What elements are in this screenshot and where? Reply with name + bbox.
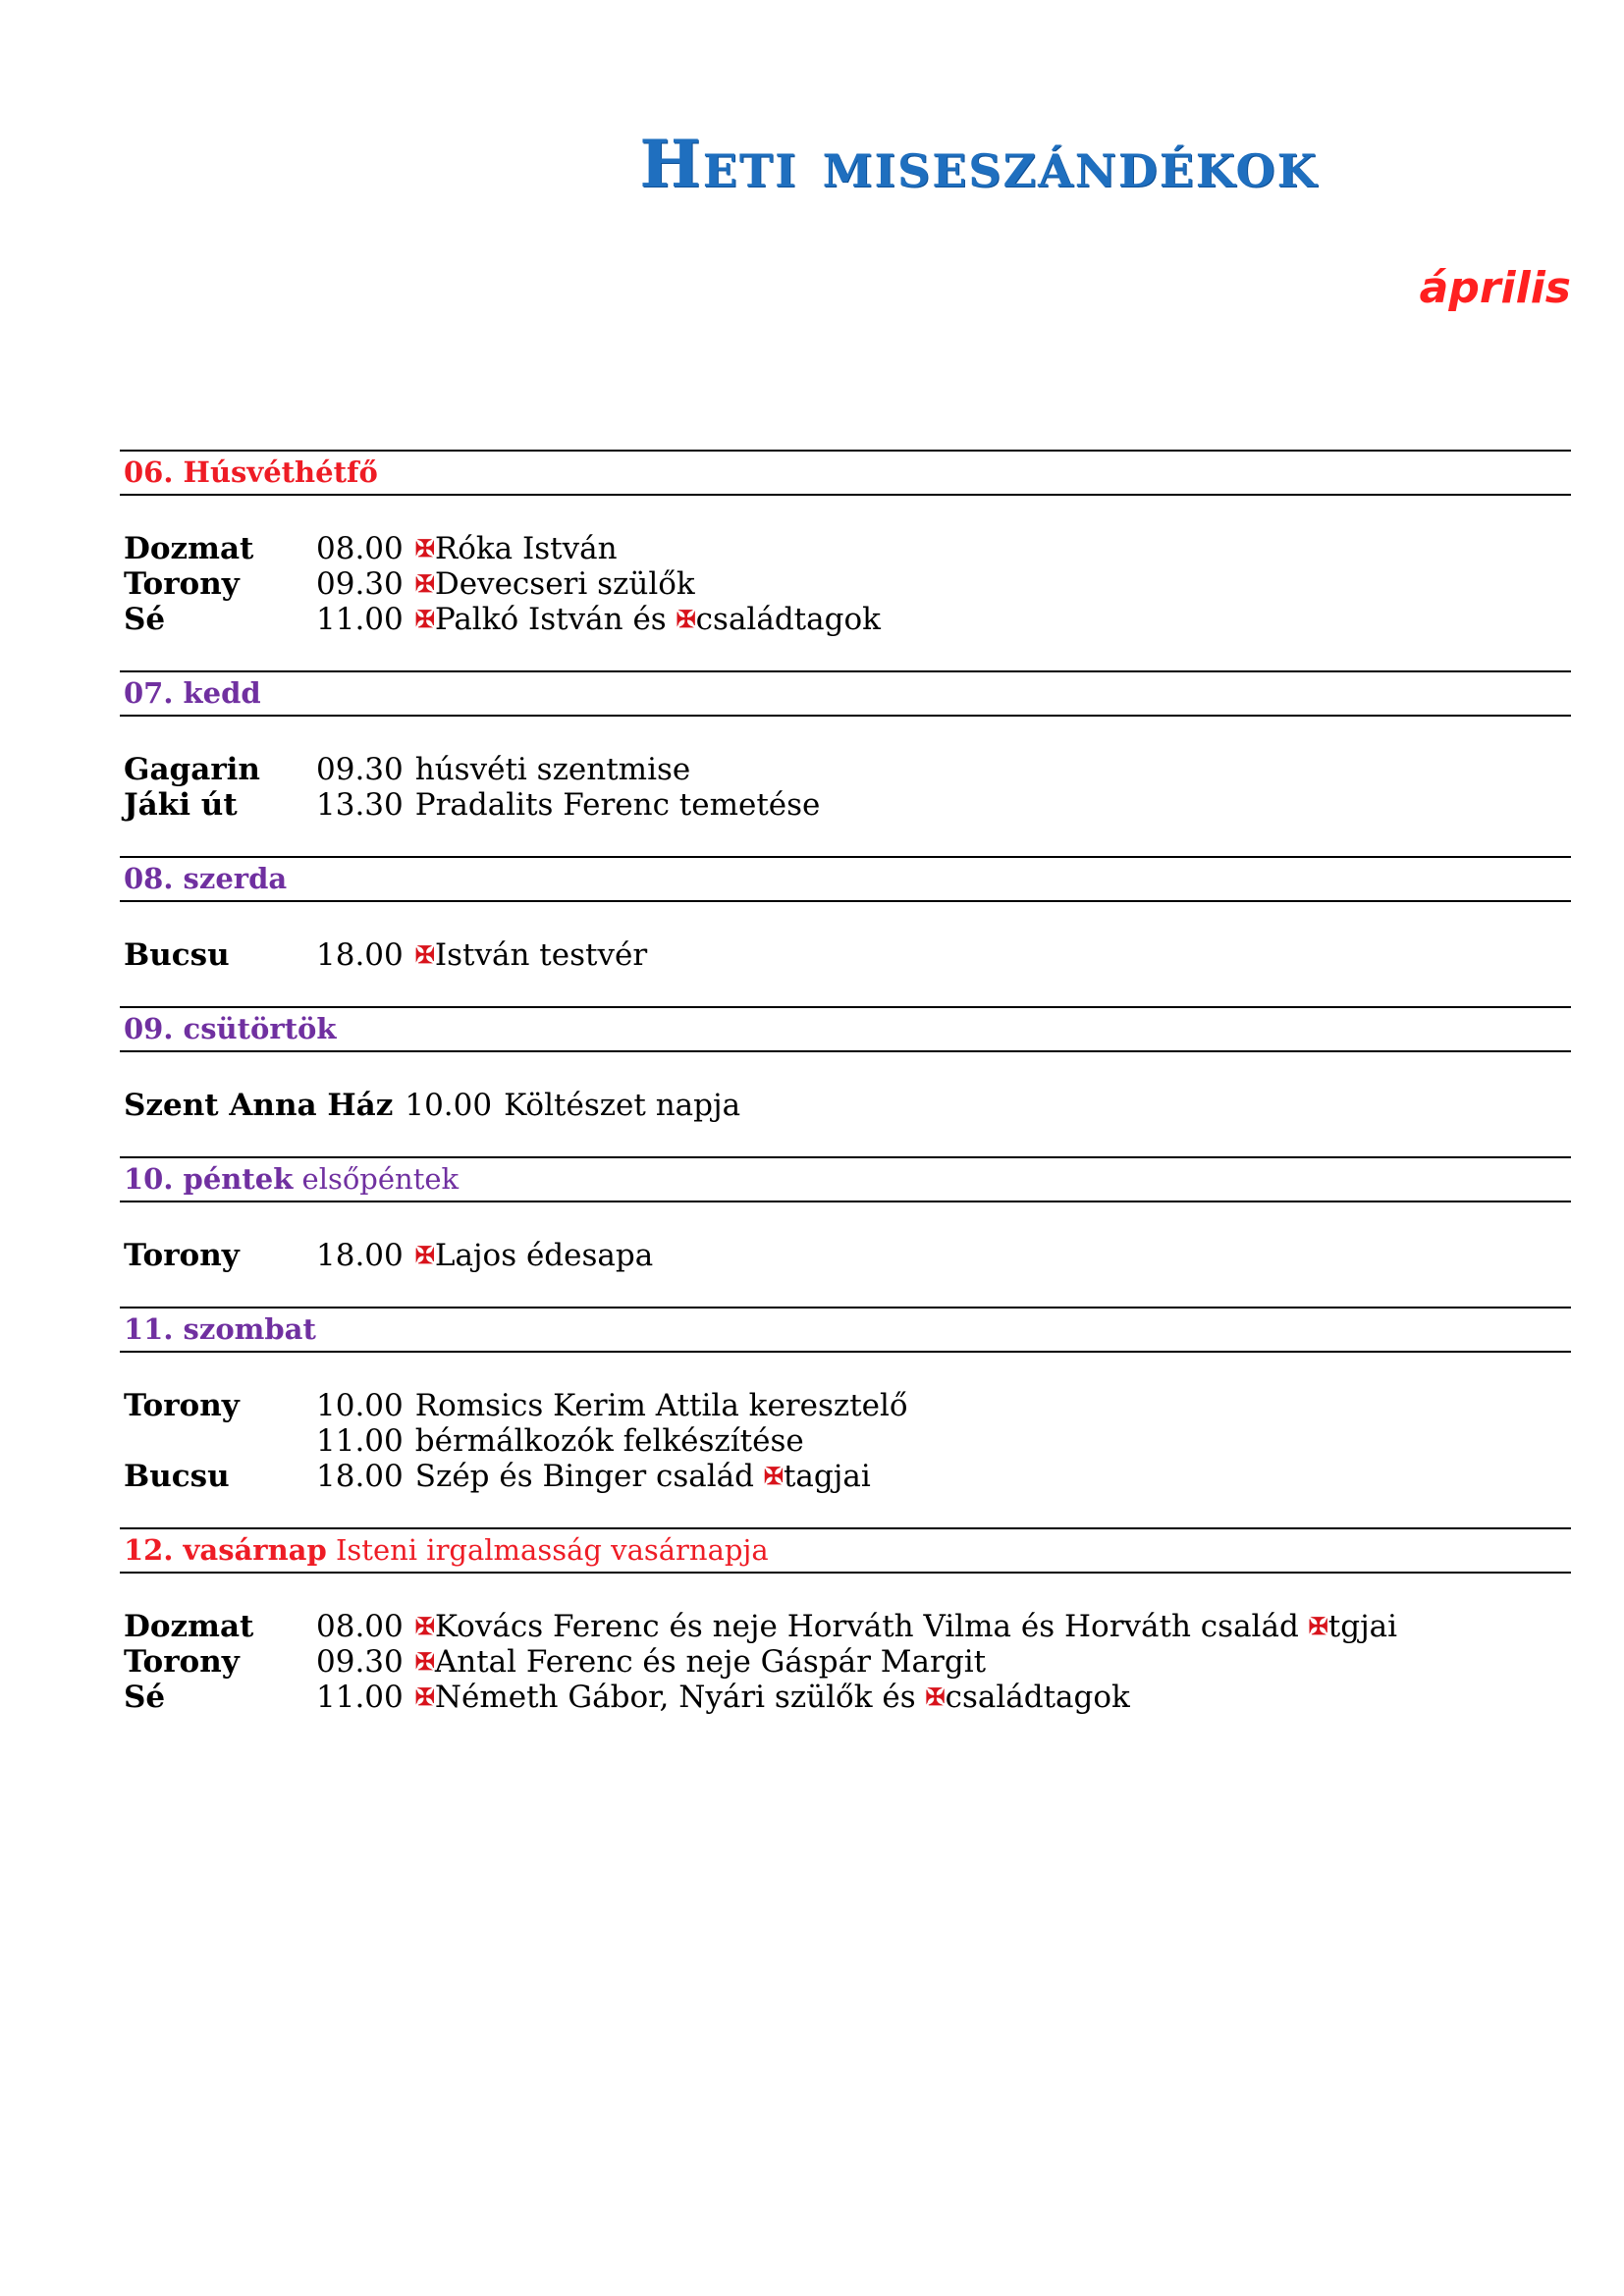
cross-icon: ✠ bbox=[414, 1612, 435, 1640]
intention-text: családtagok bbox=[695, 602, 881, 637]
place-name: Gagarin bbox=[124, 752, 260, 787]
mass-time: 13.30 bbox=[316, 787, 404, 823]
intention-text: Németh Gábor, Nyári szülők és bbox=[434, 1680, 926, 1715]
mass-intention bbox=[415, 1644, 986, 1680]
day-section bbox=[120, 856, 1571, 1006]
day-entries bbox=[120, 496, 1571, 670]
cross-icon: ✠ bbox=[925, 1682, 946, 1711]
mass-time: 18.00 bbox=[316, 1238, 404, 1273]
intention-text: Devecseri szülők bbox=[434, 566, 695, 602]
intention-text: Palkó István és bbox=[434, 602, 677, 637]
mass-intention bbox=[415, 1388, 908, 1423]
mass-time: 10.00 bbox=[405, 1088, 493, 1123]
mass-intention bbox=[415, 602, 881, 637]
intention-text: István testvér bbox=[434, 937, 648, 973]
mass-time: 08.00 bbox=[316, 531, 404, 566]
intention-text: tagjai bbox=[783, 1459, 871, 1494]
mass-time: 08.00 bbox=[316, 1609, 404, 1644]
mass-intention bbox=[504, 1088, 740, 1123]
place-name: Torony bbox=[124, 1388, 240, 1423]
place-name: Dozmat bbox=[124, 531, 254, 566]
schedule-row bbox=[124, 1088, 1571, 1123]
day-entries bbox=[120, 717, 1571, 856]
mass-time: 09.30 bbox=[316, 1644, 404, 1680]
mass-time: 11.00 bbox=[316, 602, 404, 637]
intention-text: Lajos édesapa bbox=[434, 1238, 654, 1273]
intention-text: családtagok bbox=[945, 1680, 1130, 1715]
place-name: Szent Anna Ház bbox=[124, 1088, 394, 1123]
mass-time: 18.00 bbox=[316, 937, 404, 973]
mass-intention bbox=[415, 752, 691, 787]
cross-icon: ✠ bbox=[414, 534, 435, 562]
day-entries bbox=[120, 1202, 1571, 1307]
cross-icon: ✠ bbox=[414, 605, 435, 633]
day-label: 07. kedd bbox=[124, 676, 261, 710]
day-section bbox=[120, 1006, 1571, 1156]
mass-time: 09.30 bbox=[316, 566, 404, 602]
schedule-row bbox=[124, 1680, 1571, 1715]
day-section bbox=[120, 450, 1571, 670]
schedule-row bbox=[124, 937, 1571, 973]
day-entries bbox=[120, 1052, 1571, 1156]
day-label: 11. szombat bbox=[124, 1312, 316, 1346]
cross-icon: ✠ bbox=[676, 605, 696, 633]
day-entries bbox=[120, 1574, 1571, 1748]
mass-time: 11.00 bbox=[316, 1680, 404, 1715]
schedule-row bbox=[124, 1644, 1571, 1680]
schedule-row bbox=[124, 787, 1571, 823]
schedule-row bbox=[124, 1388, 1571, 1423]
mass-intention bbox=[415, 566, 695, 602]
place-name: Jáki út bbox=[124, 787, 238, 823]
schedule-row bbox=[124, 752, 1571, 787]
page-title: Heti miseszándékok bbox=[639, 126, 1319, 202]
mass-intention bbox=[415, 1423, 804, 1459]
place-name: Bucsu bbox=[124, 1459, 230, 1494]
mass-time: 11.00 bbox=[316, 1423, 404, 1459]
mass-intention bbox=[415, 1680, 1130, 1715]
day-label: 09. csütörtök bbox=[124, 1012, 337, 1045]
cross-icon: ✠ bbox=[414, 569, 435, 598]
mass-intention bbox=[415, 937, 647, 973]
intention-text: Róka István bbox=[434, 531, 618, 566]
mass-intention bbox=[415, 1238, 653, 1273]
day-note: elsőpéntek bbox=[301, 1162, 460, 1196]
day-header bbox=[120, 1006, 1571, 1052]
day-label: 08. szerda bbox=[124, 862, 288, 895]
day-header bbox=[120, 1527, 1571, 1574]
mass-intention bbox=[415, 531, 618, 566]
schedule-row bbox=[124, 566, 1571, 602]
cross-icon: ✠ bbox=[414, 940, 435, 969]
day-header bbox=[120, 670, 1571, 717]
day-section bbox=[120, 670, 1571, 856]
place-name: Sé bbox=[124, 602, 166, 637]
cross-icon: ✠ bbox=[763, 1462, 784, 1490]
cross-icon: ✠ bbox=[414, 1241, 435, 1269]
day-header bbox=[120, 1156, 1571, 1202]
intention-text: Költészet napja bbox=[504, 1088, 741, 1123]
mass-intention bbox=[415, 787, 821, 823]
day-label: 12. vasárnap bbox=[124, 1533, 327, 1567]
intention-text: Romsics Kerim Attila keresztelő bbox=[414, 1388, 908, 1423]
intention-text: bérmálkozók felkészítése bbox=[414, 1423, 804, 1459]
day-header bbox=[120, 856, 1571, 902]
mass-intention bbox=[415, 1459, 871, 1494]
day-header bbox=[120, 450, 1571, 496]
day-note: Isteni irgalmasság vasárnapja bbox=[335, 1533, 769, 1567]
place-name: Dozmat bbox=[124, 1609, 254, 1644]
place-name: Torony bbox=[124, 1238, 240, 1273]
intention-text: húsvéti szentmise bbox=[414, 752, 691, 787]
mass-time: 09.30 bbox=[316, 752, 404, 787]
schedule-row bbox=[124, 1238, 1571, 1273]
day-header bbox=[120, 1307, 1571, 1353]
day-section bbox=[120, 1307, 1571, 1527]
cross-icon: ✠ bbox=[414, 1647, 435, 1676]
mass-intention bbox=[415, 1609, 1397, 1644]
schedule-row bbox=[124, 1459, 1571, 1494]
mass-time: 10.00 bbox=[316, 1388, 404, 1423]
place-name: Bucsu bbox=[124, 937, 230, 973]
place-name: Torony bbox=[124, 566, 240, 602]
day-entries bbox=[120, 1353, 1571, 1527]
mass-time: 18.00 bbox=[316, 1459, 404, 1494]
intention-text: Kovács Ferenc és neje Horváth Vilma és Horváth család bbox=[434, 1609, 1309, 1644]
place-name bbox=[124, 1423, 316, 1459]
place-name: Sé bbox=[124, 1680, 166, 1715]
intention-text: Pradalits Ferenc temetése bbox=[414, 787, 821, 823]
cross-icon: ✠ bbox=[414, 1682, 435, 1711]
schedule-row bbox=[124, 531, 1571, 566]
intention-text: Szép és Binger család bbox=[414, 1459, 764, 1494]
day-label: 10. péntek bbox=[124, 1162, 294, 1196]
day-entries bbox=[120, 902, 1571, 1006]
schedule-row bbox=[124, 602, 1571, 637]
day-label: 06. Húsvéthétfő bbox=[124, 455, 378, 489]
day-section bbox=[120, 1527, 1571, 1748]
intention-text: Antal Ferenc és neje Gáspár Margit bbox=[434, 1644, 987, 1680]
day-section bbox=[120, 1156, 1571, 1307]
intention-text: tgjai bbox=[1327, 1609, 1398, 1644]
month-label: április bbox=[1419, 263, 1571, 313]
cross-icon: ✠ bbox=[1308, 1612, 1328, 1640]
schedule-row bbox=[124, 1423, 1571, 1459]
place-name: Torony bbox=[124, 1644, 240, 1680]
mass-schedule bbox=[120, 450, 1571, 1748]
schedule-row bbox=[124, 1609, 1571, 1644]
